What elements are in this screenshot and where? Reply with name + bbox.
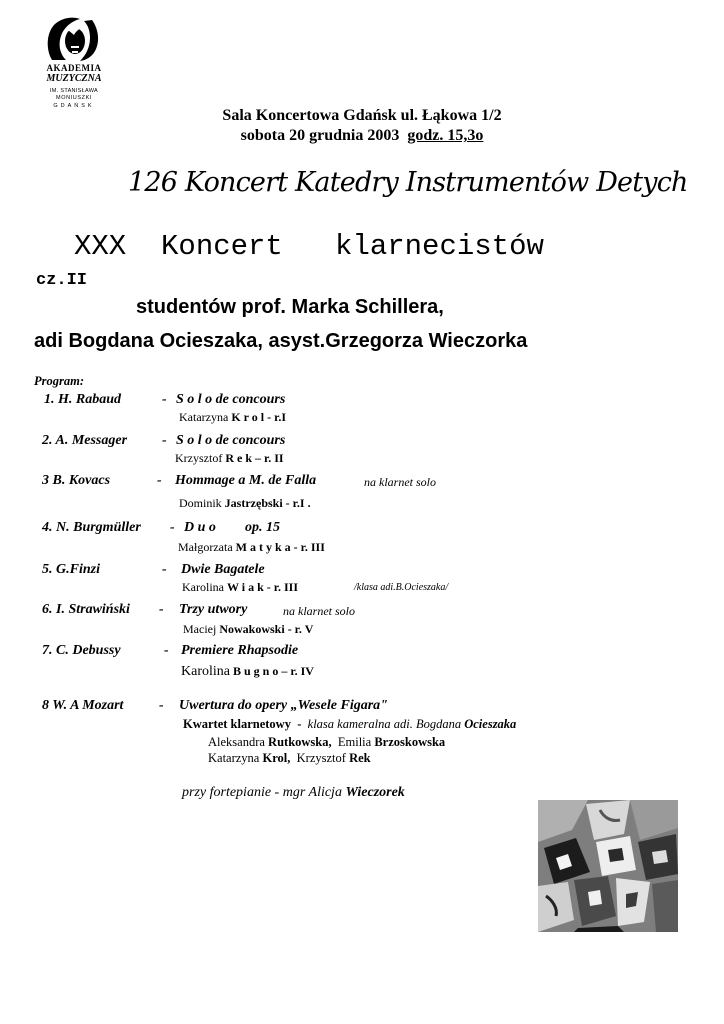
program-item-1-composer: 1. H. Rabaud [44,392,122,407]
program-item-6-dash: - [159,602,164,617]
venue-line: Sala Koncertowa Gdańsk ul. Łąkowa 1/2 [222,107,502,124]
concert-title: XXX Koncert klarnecistów [74,230,544,263]
program-item-2-composer: 2. A. Messager [42,433,128,448]
performer-last-name: B u g n o [232,664,279,678]
program-item-3-note: na klarnet solo [364,475,436,489]
member-first-name: Emilia [337,735,372,749]
performer-year: – r. II [255,451,284,465]
program-item-2-work: S o l o de concours [176,433,286,448]
program-item-6-note: na klarnet solo [283,604,355,618]
performer-last-name: Jastrzębski - [224,496,290,510]
performer-first-name: Maciej [183,622,217,636]
program-item-4-opus: op. 15 [245,520,280,535]
member-last-name: Brzoskowska [374,735,446,749]
program-item-1-dash: - [162,392,167,407]
program-item-3-performer [179,496,311,511]
date-line [0,127,724,145]
logo-text-patron-last: MONIUSZKI [56,95,92,101]
program-item-1-work: S o l o de concours [176,392,286,407]
concert-part: cz.II [36,271,88,290]
ensemble-name: Kwartet klarnetowy [183,717,291,731]
program-item-3-work: Hommage a M. de Falla [175,473,317,488]
performer-last-name: M a t y k a [235,540,291,554]
performer-year: - r. III [293,540,325,554]
performer-year: - r. V [287,622,314,636]
piano-prefix: przy fortepianie - mgr Alicja [182,785,342,800]
program-item-1-performer [179,410,286,425]
program-item-8-ensemble [183,717,516,732]
ensemble-teacher: Ocieszaka [464,717,517,731]
program-item-6-work: Trzy utwory [179,602,248,617]
logo-text-city: GDAŃSK [53,103,95,109]
logo-text-akademia: AKADEMIA [46,63,102,73]
program-item-4-composer: 4. N. Burgmüller [42,520,141,535]
students-line-2: adi Bogdana Ocieszaka, asyst.Grzegorza Wieczorka [34,330,528,352]
students-line-1: studentów prof. Marka Schillera, [136,296,444,318]
program-item-7-work: Premiere Rhapsodie [181,643,299,658]
program-item-2-performer [175,451,284,466]
ensemble-dash: - [297,717,302,731]
performer-year: r.I . [292,496,311,510]
performer-year: - r.I [267,410,286,424]
member-first-name: Katarzyna [208,751,260,765]
performer-last-name: K r o l [231,410,265,424]
concert-date: sobota 20 grudnia 2003 [240,127,400,144]
performer-last-name: Nowakowski [219,622,285,636]
member-last-name: Krol, [262,751,291,765]
performer-first-name: Małgorzata [178,540,233,554]
program-item-4-dash: - [170,520,175,535]
program-item-3-dash: - [157,473,162,488]
program-item-4-work: D u o [184,520,216,535]
program-item-5-dash: - [162,562,167,577]
performer-year: – r. IV [281,664,314,678]
series-title: 126 Koncert Katedry Instrumentów Detych [128,167,688,198]
program-item-7-composer: 7. C. Debussy [42,643,121,658]
logo-text-patron-first: IM. STANISŁAWA [49,88,98,94]
program-item-7-performer [181,664,314,680]
ensemble-note: klasa kameralna adi. Bogdana [307,717,462,731]
program-item-5-performer [182,580,298,595]
academy-emblem-icon [42,16,102,62]
program-item-2-dash: - [162,433,167,448]
program-item-5-work: Dwie Bagatele [181,562,265,577]
performer-year: r. III [273,580,299,594]
abstract-artwork-image [538,800,678,932]
logo-text-muzyczna: MUZYCZNA [46,73,102,84]
academy-logo [38,16,110,116]
program-label: Program: [34,374,84,388]
program-item-3-composer: 3 B. Kovacs [42,473,111,488]
program-item-8-work: Uwertura do opery „Wesele Figara" [179,698,388,713]
member-last-name: Rutkowska, [268,735,332,749]
program-item-8-dash: - [159,698,164,713]
member-last-name: Rek [349,751,371,765]
piano-accompaniment [182,785,405,801]
program-item-7-dash: - [164,643,169,658]
program-item-8-composer: 8 W. A Mozart [42,698,124,713]
program-item-6-performer [183,622,313,637]
performer-first-name: Karolina [182,580,224,594]
performer-first-name: Karolina [181,664,230,679]
performer-last-name: R e k [225,451,252,465]
program-item-6-composer: 6. I. Strawiński [42,602,130,617]
performer-first-name: Dominik [179,496,222,510]
performer-first-name: Krzysztof [175,451,223,465]
member-first-name: Aleksandra [208,735,265,749]
program-item-4-performer [178,540,325,555]
ensemble-members-row-2 [208,751,371,766]
program-item-5-composer: 5. G.Finzi [42,562,100,577]
concert-time: godz. 15,3o [407,127,484,144]
pianist-name: Wieczorek [345,785,405,800]
program-item-5-class-note: /klasa adi.B.Ocieszaka/ [354,582,449,593]
ensemble-members-row-1 [208,735,445,750]
performer-first-name: Katarzyna [179,410,229,424]
performer-last-name: W i a k - [226,580,271,594]
member-first-name: Krzysztof [296,751,346,765]
